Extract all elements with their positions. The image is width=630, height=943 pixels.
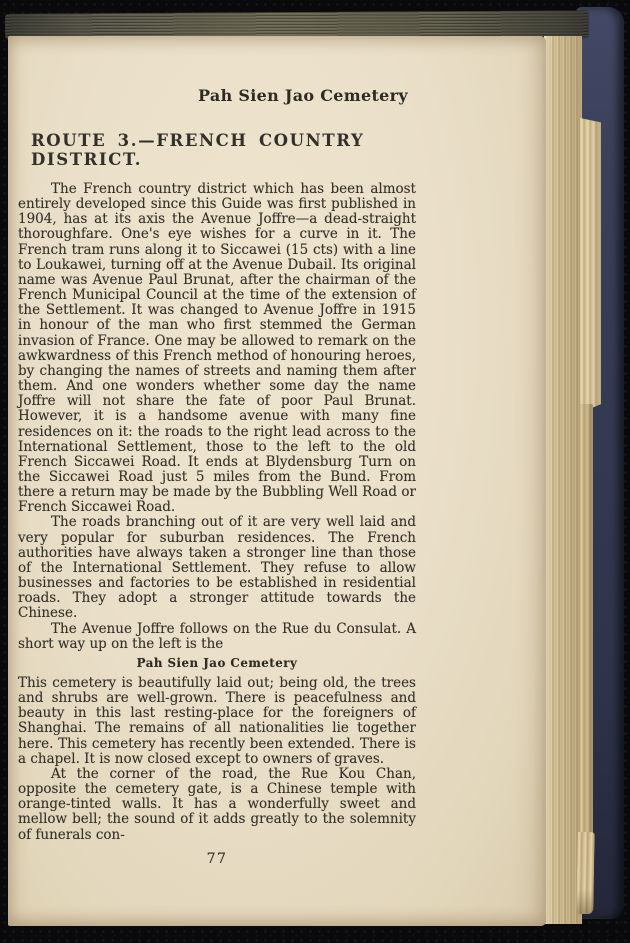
page-fore-edge-corner [576, 832, 594, 914]
paragraph-roads-branching: The roads branching out of it are very well laid and very popular for suburban residences. The French authorities have always taken a stronger line than those of the International Settlement. They refuse to allow businesses and factories to be established in residential roads. They adopt a stronger attitude towards the Chinese. [18, 514, 416, 622]
book-page [8, 36, 546, 926]
paragraph-avenue-joffre: The Avenue Joffre follows on the Rue du Consulat. A short way up on the left is the [18, 620, 416, 652]
page-number: 77 [206, 850, 228, 867]
running-header: Pah Sien Jao Cemetery [198, 86, 408, 105]
paragraph-chinese-temple: At the corner of the road, the Rue Kou Chan, opposite the cemetery gate, is a Chinese temple with orange-tinted walls. It has a wonderfully sweet and mellow bell; the sound of it adds greatly to the solemnity of funerals con- [18, 765, 416, 843]
body-copy [18, 182, 416, 867]
page-fore-edge-step [580, 404, 593, 840]
route-heading: ROUTE 3.—FRENCH COUNTRY DISTRICT. [31, 131, 365, 169]
paragraph-cemetery-description: This cemetery is beautifully laid out; being old, the trees and shrubs are well-grown. There is peacefulness and beauty in this last resting-place for the foreigners of Shanghai. The remains of all nationalities lie together here. This cemetery has recently been extended. There is a chapel. It is now closed except to owners of graves. [18, 675, 416, 767]
paragraph-french-district: The French country district which has been almost entirely developed since this Guide was first published in 1904, has at its axis the Avenue Joffre—a dead-straight thoroughfare. One's eye wishes for a curve in it. The French tram runs along it to Siccawei (15 cts) with a line to Loukawei, turning off at the Avenue Dubail. Its original name was Avenue Paul Brunat, after the chairman of the French Municipal Council at the time of the extension of the Settlement. It was changed to Avenue Joffre in 1915 in honour of the man who first stemmed the German invasion of France. One may be allowed to remark on the awkwardness of this French method of honouring heroes, by changing the names of streets and naming them after them. And one wonders whether some day the name Joffre will not share the fate of poor Paul Brunat. However, it is a handsome avenue with many fine residences on it: the roads to the right lead across to the International Settlement, those to the left to the old French Siccawei Road. It ends at Blydensburg Turn on the Siccawei Road just 5 miles from the Bund. From there a return may be made by the Bubbling Well Road or French Siccawei Road. [18, 181, 416, 516]
section-heading-cemetery: Pah Sien Jao Cemetery [136, 655, 298, 670]
page-fore-edge [544, 36, 582, 924]
page-text-block [18, 36, 416, 867]
page-fore-edge-step [580, 118, 601, 413]
